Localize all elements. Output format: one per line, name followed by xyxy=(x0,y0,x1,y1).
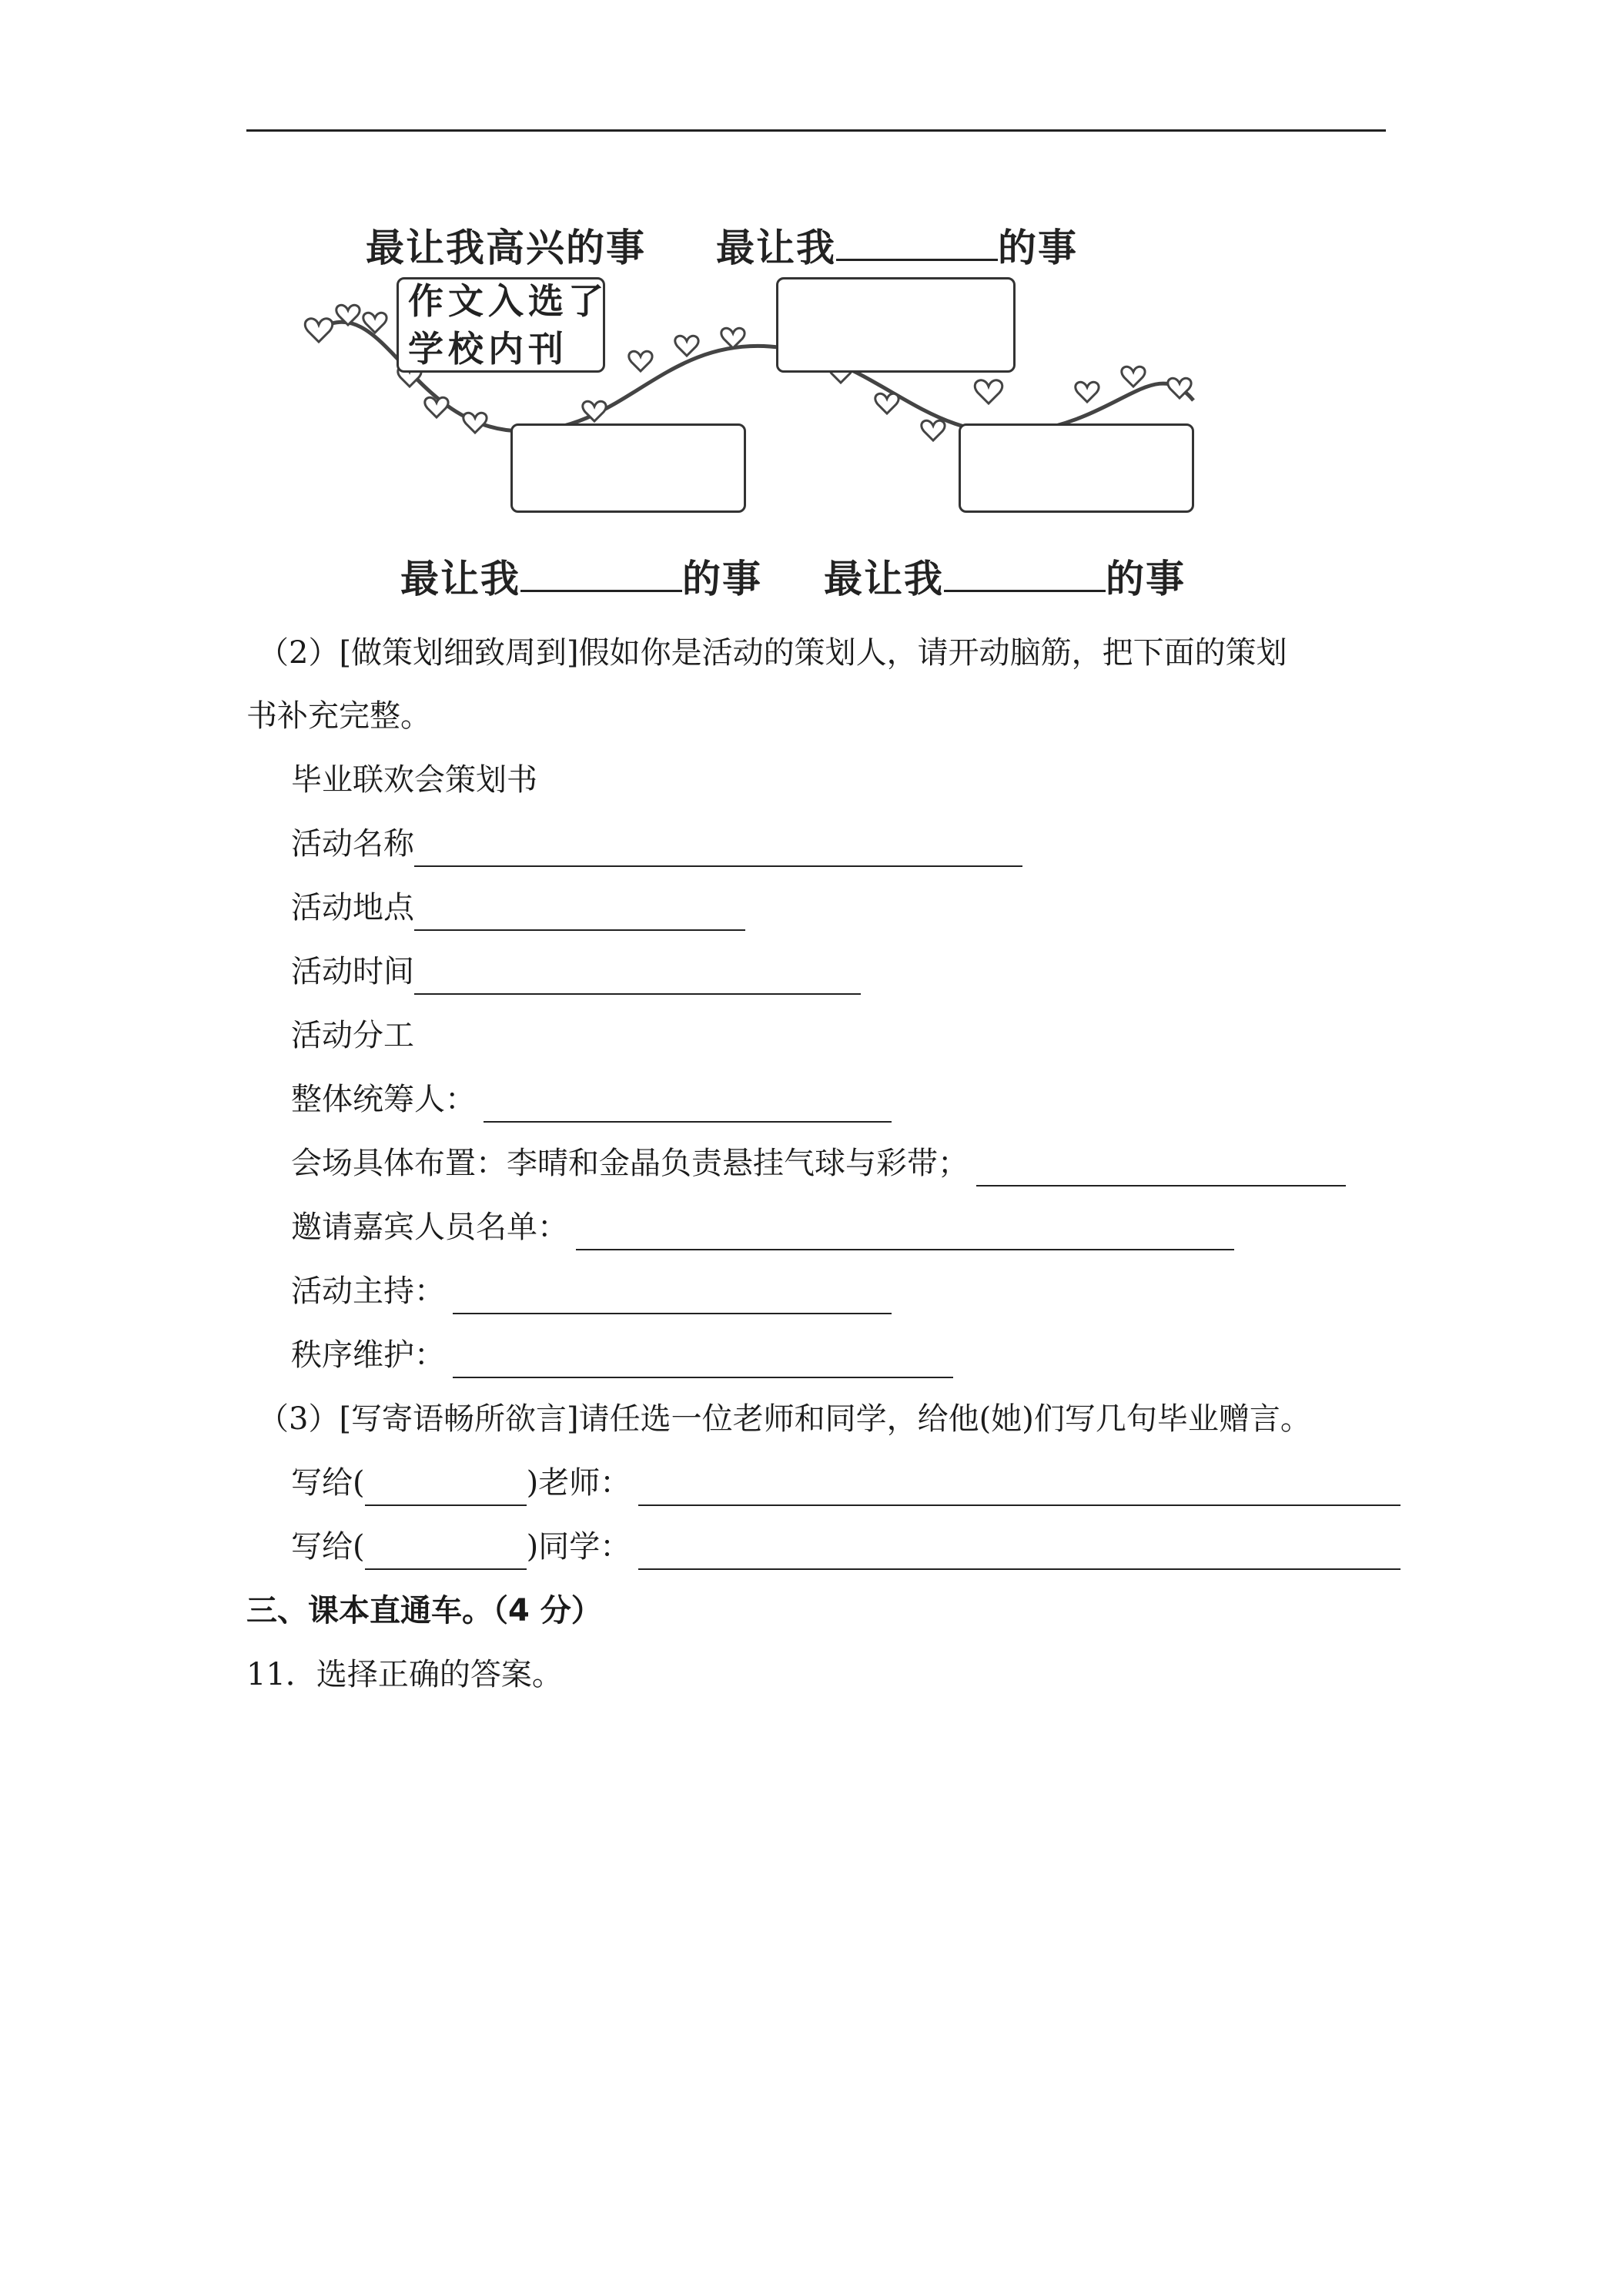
place-input[interactable] xyxy=(414,895,745,931)
teacher-prefix: 写给( xyxy=(291,1465,365,1501)
venue-row xyxy=(291,1140,1346,1186)
label-bottom-left-prefix: 最让我 xyxy=(400,557,520,601)
label-top-right-suffix: 的事 xyxy=(998,226,1078,270)
box-text-line1: 作文入选了 xyxy=(408,280,608,322)
plan-time-row xyxy=(291,949,861,995)
answer-box-bottom-left[interactable] xyxy=(510,423,746,513)
classmate-message-input[interactable] xyxy=(638,1535,1400,1570)
order-row xyxy=(291,1332,953,1378)
vine-illustration xyxy=(293,200,1201,608)
header-rule xyxy=(246,129,1386,132)
label-bottom-right-prefix: 最让我 xyxy=(824,557,944,601)
host-label: 活动主持： xyxy=(291,1274,445,1309)
host-input[interactable] xyxy=(453,1279,892,1314)
plan-title: 毕业联欢会策划书 xyxy=(291,762,537,798)
answer-box-bottom-right[interactable] xyxy=(959,423,1194,513)
label-top-right-blank[interactable] xyxy=(836,258,998,261)
q3-line1: （3）[写寄语畅所欲言]请任选一位老师和同学，给他(她)们写几句毕业赠言。 xyxy=(258,1401,1311,1437)
name-input[interactable] xyxy=(414,832,1022,867)
overall-label: 整体统筹人： xyxy=(291,1082,476,1117)
teacher-name-input[interactable] xyxy=(365,1471,527,1506)
place-label: 活动地点 xyxy=(291,890,414,925)
classmate-prefix: 写给( xyxy=(291,1529,365,1565)
classmate-row xyxy=(291,1524,1400,1570)
order-input[interactable] xyxy=(453,1343,953,1378)
plan-name-row xyxy=(291,821,1022,867)
order-label: 秩序维护： xyxy=(291,1337,445,1373)
label-bottom-left-blank[interactable] xyxy=(520,589,682,592)
name-label: 活动名称 xyxy=(291,826,414,862)
teacher-row xyxy=(291,1460,1400,1506)
venue-input[interactable] xyxy=(976,1151,1346,1186)
guests-label: 邀请嘉宾人员名单： xyxy=(291,1210,568,1245)
section3-heading: 三、课本直通车。（4 分） xyxy=(246,1593,602,1628)
plan-place-row xyxy=(291,885,745,931)
label-bottom-right xyxy=(824,548,1186,604)
guests-row xyxy=(291,1204,1234,1250)
label-top-left: 最让我高兴的事 xyxy=(366,226,646,270)
time-label: 活动时间 xyxy=(291,954,414,989)
host-row xyxy=(291,1268,892,1314)
classmate-suffix: )同学： xyxy=(526,1529,631,1565)
label-top-right xyxy=(716,217,1078,273)
overall-row xyxy=(291,1076,892,1123)
guests-input[interactable] xyxy=(576,1215,1234,1250)
label-bottom-right-suffix: 的事 xyxy=(1106,557,1186,601)
label-bottom-right-blank[interactable] xyxy=(944,589,1106,592)
venue-label: 会场具体布置：李晴和金晶负责悬挂气球与彩带； xyxy=(291,1146,969,1181)
box-text-line2: 学校内刊 xyxy=(408,328,568,370)
label-top-right-prefix: 最让我 xyxy=(716,226,836,270)
time-input[interactable] xyxy=(414,959,861,995)
q11: 11．选择正确的答案。 xyxy=(246,1657,563,1692)
label-bottom-left xyxy=(400,548,762,604)
label-bottom-left-suffix: 的事 xyxy=(682,557,762,601)
box-text xyxy=(408,277,608,373)
q2-line1: （2）[做策划细致周到]假如你是活动的策划人，请开动脑筋，把下面的策划 xyxy=(258,635,1287,671)
overall-input[interactable] xyxy=(484,1087,892,1123)
q2-line2: 书补充完整。 xyxy=(246,698,431,734)
division-label: 活动分工 xyxy=(291,1018,414,1053)
teacher-suffix: )老师： xyxy=(526,1465,631,1501)
teacher-message-input[interactable] xyxy=(638,1471,1400,1506)
answer-box-top-right[interactable] xyxy=(776,277,1016,373)
classmate-name-input[interactable] xyxy=(365,1535,527,1570)
